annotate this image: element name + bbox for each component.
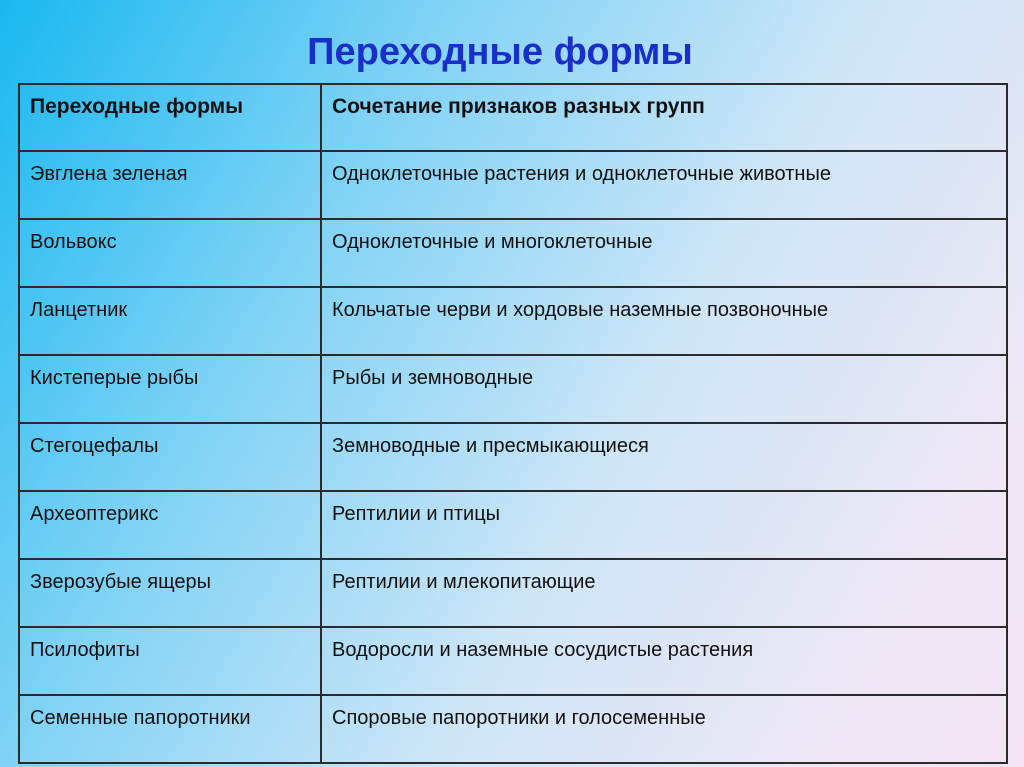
transitional-forms-table	[18, 83, 1008, 764]
form-traits: Рыбы и земноводные	[321, 355, 1007, 423]
table-row	[19, 627, 1007, 695]
form-traits: Споровые папоротники и голосеменные	[321, 695, 1007, 763]
form-name: Стегоцефалы	[19, 423, 321, 491]
form-traits: Кольчатые черви и хордовые наземные позвоночные	[321, 287, 1007, 355]
form-traits: Земноводные и пресмыкающиеся	[321, 423, 1007, 491]
form-name: Ланцетник	[19, 287, 321, 355]
form-traits: Водоросли и наземные сосудистые растения	[321, 627, 1007, 695]
table-row	[19, 695, 1007, 763]
form-name: Псилофиты	[19, 627, 321, 695]
form-traits: Рептилии и птицы	[321, 491, 1007, 559]
form-name: Кистеперые рыбы	[19, 355, 321, 423]
table-row	[19, 423, 1007, 491]
header-forms: Переходные формы	[19, 84, 321, 151]
form-name: Археоптерикс	[19, 491, 321, 559]
table-row	[19, 355, 1007, 423]
form-name: Эвглена зеленая	[19, 151, 321, 219]
table-row	[19, 491, 1007, 559]
header-traits: Сочетание признаков разных групп	[321, 84, 1007, 151]
table-row	[19, 151, 1007, 219]
form-name: Вольвокс	[19, 219, 321, 287]
slide-title: Переходные формы	[307, 31, 693, 73]
form-traits: Одноклеточные растения и одноклеточные животные	[321, 151, 1007, 219]
form-traits: Рептилии и млекопитающие	[321, 559, 1007, 627]
table-row	[19, 559, 1007, 627]
table-header-row	[19, 84, 1007, 151]
table-row	[19, 287, 1007, 355]
table-row	[19, 219, 1007, 287]
form-name: Зверозубые ящеры	[19, 559, 321, 627]
form-name: Семенные папоротники	[19, 695, 321, 763]
form-traits: Одноклеточные и многоклеточные	[321, 219, 1007, 287]
